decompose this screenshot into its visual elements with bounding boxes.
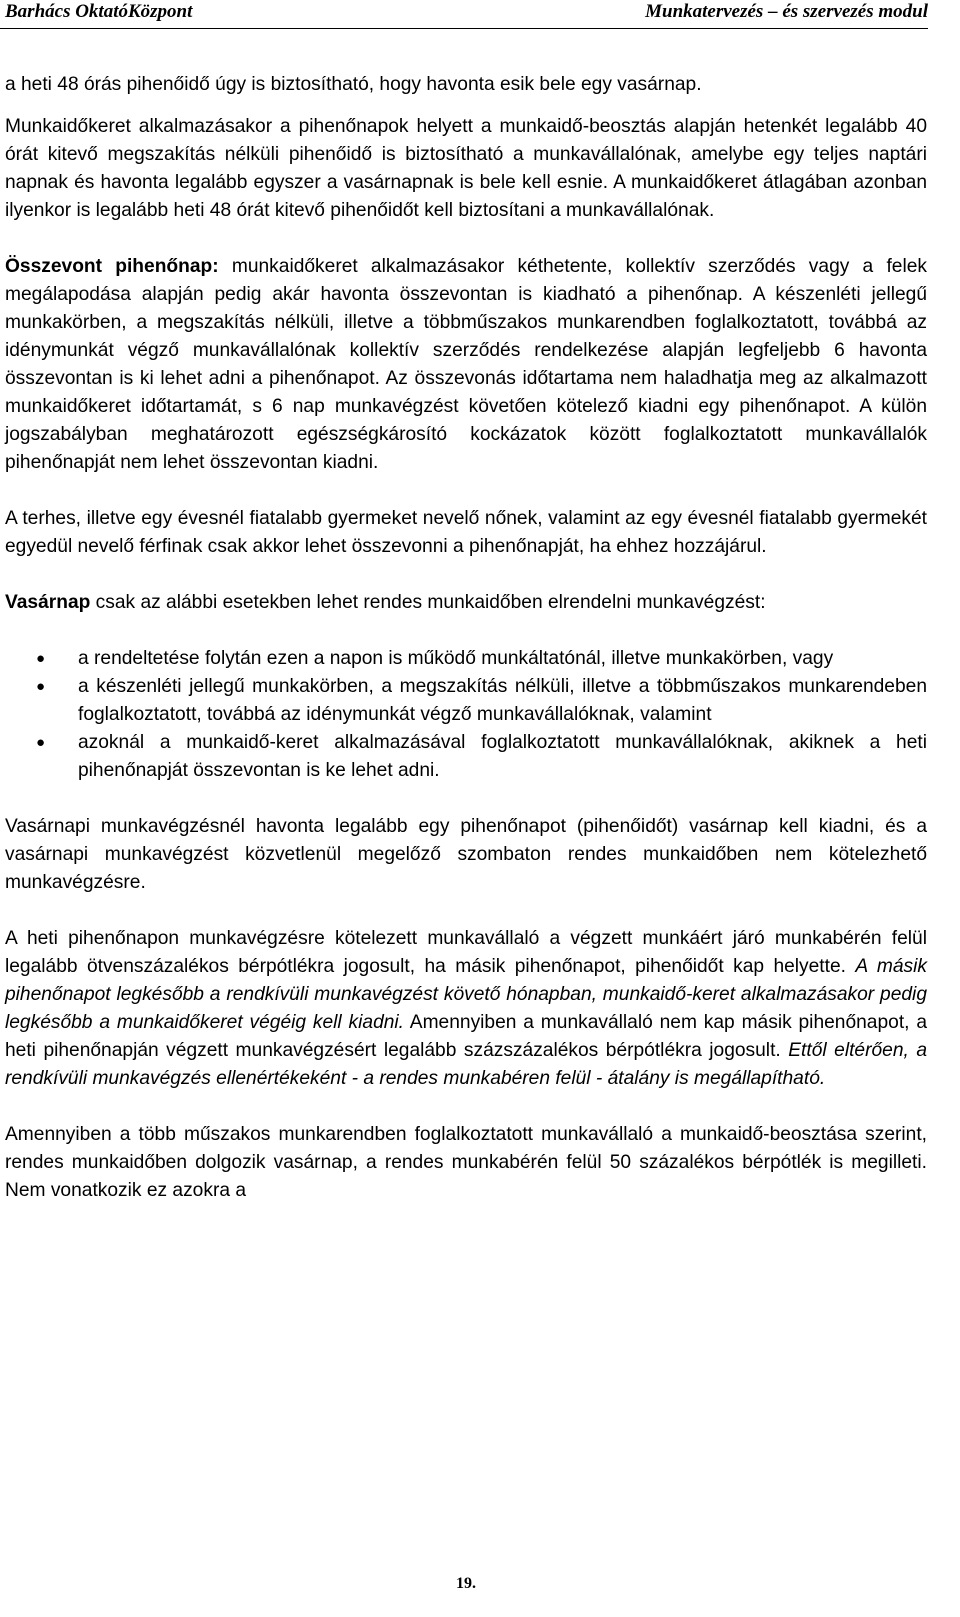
paragraph-rest-day-supplement-italic-d: Ettől eltérően, a rendkívüli munkavégzés ellenértékeként - a rendes munkabéren felül - átalány is megállapítható. (5, 1040, 927, 1089)
document-body (5, 71, 927, 1233)
term-sunday: Vasárnap (5, 592, 91, 613)
list-item (5, 645, 927, 673)
paragraph-rest-day-supplement-text-c: Amennyiben a munkavállaló nem kap másik pihenőnapot, a heti pihenőnapján végzett munkavégzésért legalább százszázalékos bérpótlékra jogosult. (5, 1012, 927, 1061)
paragraph-pregnant-workers: A terhes, illetve egy évesnél fiatalabb gyermeket nevelő nőnek, valamint az egy évesnél fiatalabb gyermekét egyedül nevelő férfinak csak akkor lehet összevonni a pihenőnapját, ha ehhez hozzájárul. (5, 508, 927, 557)
header-organization: Barhács OktatóKözpont (5, 1, 193, 22)
paragraph-rest-day-supplement-italic-b: A másik pihenőnapot legkésőbb a rendkívüli munkavégzést követő hónapban, munkaidő-keret alkalmazásakor pedig legkésőbb a munkaidőkeret végéig kell kiadni. (5, 956, 927, 1033)
bullet-icon: ● (36, 734, 46, 751)
paragraph-working-time-frame: Munkaidőkeret alkalmazásakor a pihenőnapok helyett a munkaidő-beosztás alapján hetenkét legalább 40 órát kitevő megszakítás nélküli pihenőidő is biztosítható a munkavállalónak, amelybe egy teljes naptári napnak és havonta legalább egyszer a vasárnapnak is bele kell esnie. A munkaidőkeret átlagában azonban ilyenkor is legalább heti 48 órát kitevő pihenőidőt kell biztosítani a munkavállalónak. (5, 116, 927, 221)
paragraph-rest-day-supplement (5, 925, 927, 1093)
list-item-text: a rendeltetése folytán ezen a napon is működő munkáltatónál, illetve munkakörben, vagy (78, 648, 834, 669)
list-item (5, 729, 927, 785)
list-item-text: azoknál a munkaidő-keret alkalmazásával foglalkoztatott munkavállalóknak, akiknek a heti pihenőnapját összevontan is ke lehet adni. (78, 732, 927, 781)
list-item (5, 673, 927, 729)
bullet-icon: ● (36, 678, 46, 695)
sunday-cases-list (5, 645, 927, 785)
bullet-icon: ● (36, 650, 46, 667)
paragraph-rest-day-supplement-text-a: A heti pihenőnapon munkavégzésre kötelezett munkavállaló a végzett munkáért járó munkabérén felül legalább ötvenszázalékos bérpótlékra jogosult, ha másik pihenőnapot, pihenőidőt kap helyette. (5, 928, 927, 977)
list-item-text: a készenléti jellegű munkakörben, a megszakítás nélküli, illetve a többműszakos munkarendeben foglalkoztatott, továbbá az idénymunkát végző munkavállalóknak, valamint (78, 676, 927, 725)
page-header (0, 0, 928, 29)
paragraph-sunday-work (5, 589, 927, 617)
header-module-title: Munkatervezés – és szervezés modul (645, 1, 928, 22)
paragraph-sunday-work-text: csak az alábbi esetekben lehet rendes munkaidőben elrendelni munkavégzést: (90, 592, 766, 613)
paragraph-combined-rest-day (5, 253, 927, 477)
page-number: 19. (456, 1575, 476, 1592)
paragraph-combined-rest-day-text: munkaidőkeret alkalmazásakor kéthetente, kollektív szerződés vagy a felek megálapodása alapján pedig akár havonta összevontan is kiadható a pihenőnap. A készenléti jellegű munkakörben, a megszakítás nélküli, illetve a többműszakos munkarendben foglalkoztatott, továbbá az idénymunkát végző munkavállalónak kollektív szerződés rendelkezése alapján legfeljebb 6 havonta összevontan is ki lehet adni a pihenőnapot. Az összevonás időtartama nem haladhatja meg az alkalmazott munkaidőkeret időtartamát, s 6 nap munkavégzést követően kötelező kiadni egy pihenőnapot. A külön jogszabályban meghatározott egészségkárosító kockázatok között foglalkoztatott munkavállalók pihenőnapját nem lehet összevontan kiadni. (5, 256, 927, 473)
paragraph-multi-shift: Amennyiben a több műszakos munkarendben foglalkoztatott munkavállaló a munkaidő-beosztása szerint, rendes munkaidőben dolgozik vasárnap, a rendes munkabérén felül 50 százalékos bérpótlék is megilleti. Nem vonatkozik ez azokra a (5, 1124, 927, 1201)
paragraph-sunday-rest-day: Vasárnapi munkavégzésnél havonta legalább egy pihenőnapot (pihenőidőt) vasárnap kell kiadni, és a vasárnapi munkavégzést közvetlenül megelőző szombaton rendes munkaidőben nem kötelezhető munkavégzésre. (5, 816, 927, 893)
term-combined-rest-day: Összevont pihenőnap: (5, 256, 219, 277)
paragraph-weekly-rest: a heti 48 órás pihenőidő úgy is biztosítható, hogy havonta esik bele egy vasárnap. (5, 74, 702, 95)
